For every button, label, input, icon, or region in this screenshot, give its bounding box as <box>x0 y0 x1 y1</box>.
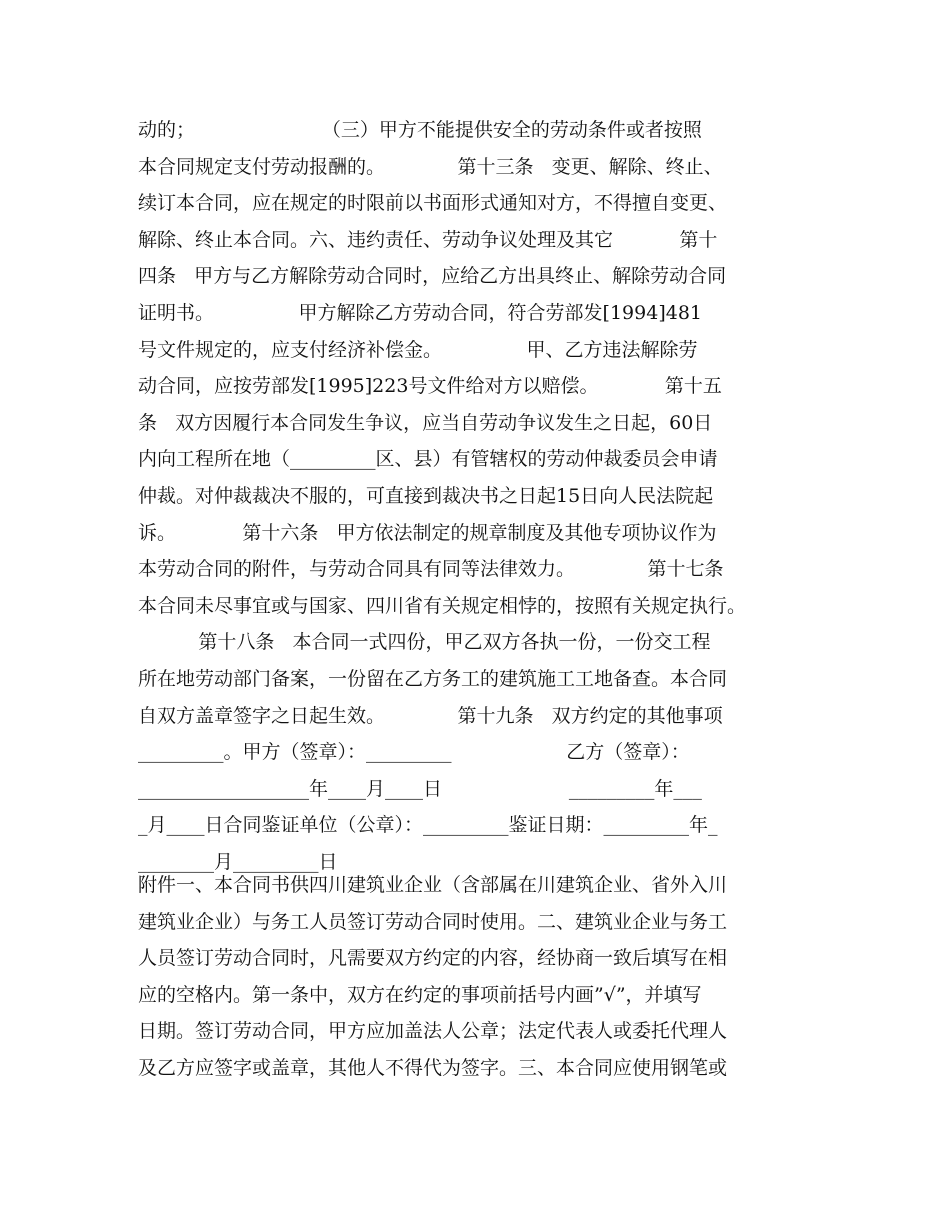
text-line: 动的； （三）甲方不能提供安全的劳动条件或者按照 <box>138 119 702 141</box>
text-line: 应的空格内。第一条中，双方在约定的事项前括号内画”√”，并填写 <box>138 983 702 1006</box>
date-line: __________________年____月____日 _________年___ <box>138 777 702 800</box>
text-line: 自双方盖章签字之日起生效。 第十九条 双方约定的其他事项 <box>138 704 723 727</box>
date-line: ________月_________日 <box>138 850 338 873</box>
contract-body <box>138 112 828 880</box>
attachment-notes <box>138 867 828 1087</box>
text-line: 号文件规定的，应支付经济补偿金。 甲、乙方违法解除劳 <box>138 338 698 361</box>
text-line: 续订本合同，应在规定的时限前以书面形式通知对方，不得擅自变更、 <box>138 192 728 215</box>
verification-line: _月____日合同鉴证单位（公章）：_________鉴证日期：_________年_ <box>138 814 718 837</box>
text-line: 附件一、本合同书供四川建筑业企业（含部属在川建筑企业、省外入川 <box>138 874 728 896</box>
text-line: 条 双方因履行本合同发生争议，应当自劳动争议发生之日起，60日 <box>138 411 713 434</box>
text-line: 四条 甲方与乙方解除劳动合同时，应给乙方出具终止、解除劳动合同 <box>138 265 727 288</box>
text-line: 日期。签订劳动合同，甲方应加盖法人公章；法定代表人或委托代理人 <box>138 1020 728 1043</box>
text-line: 本合同未尽事宜或与国家、四川省有关规定相悖的，按照有关规定执行。 <box>138 594 747 617</box>
signature-line: _________。甲方（签章）：_________ 乙方（签章）： <box>138 741 690 764</box>
text-line: 本合同规定支付劳动报酬的。 第十三条 变更、解除、终止、 <box>138 155 723 178</box>
text-line: 第十八条 本合同一式四份，甲乙双方各执一份，一份交工程 <box>138 631 711 654</box>
text-line: 动合同，应按劳部发[1995]223号文件给对方以赔偿。 第十五 <box>138 375 722 398</box>
text-line: 及乙方应签字或盖章，其他人不得代为签字。三、本合同应使用钢笔或 <box>138 1056 728 1079</box>
text-line: 诉。 第十六条 甲方依法制定的规章制度及其他专项协议作为 <box>138 521 717 544</box>
text-line: 仲裁。对仲裁裁决不服的，可直接到裁决书之日起15日向人民法院起 <box>138 484 714 507</box>
text-line: 本劳动合同的附件，与劳动合同具有同等法律效力。 第十七条 <box>138 558 724 581</box>
text-line: 人员签订劳动合同时，凡需要双方约定的内容，经协商一致后填写在相 <box>138 947 728 970</box>
text-line: 所在地劳动部门备案，一份留在乙方务工的建筑施工工地备查。本合同 <box>138 667 728 690</box>
text-line: 证明书。 甲方解除乙方劳动合同，符合劳部发[1994]481 <box>138 301 702 324</box>
text-line: 内向工程所在地（_________区、县）有管辖权的劳动仲裁委员会申请 <box>138 448 718 471</box>
text-line: 解除、终止本合同。六、违约责任、劳动争议处理及其它 第十 <box>138 228 718 251</box>
text-line: 建筑业企业）与务工人员签订劳动合同时使用。二、建筑业企业与务工 <box>138 910 728 933</box>
